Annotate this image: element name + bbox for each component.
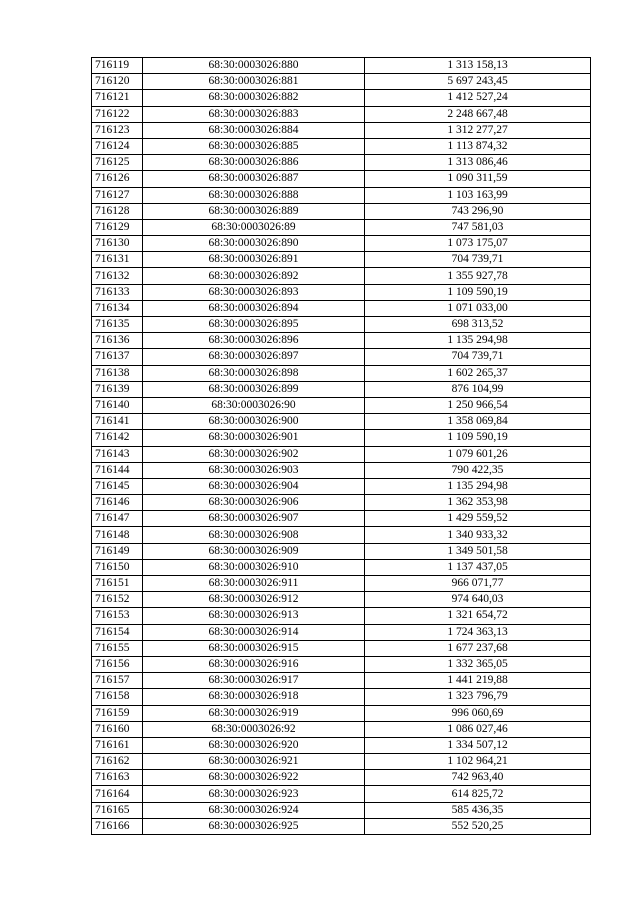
cadastral-number-cell: 68:30:0003026:883 (143, 106, 365, 122)
cadastral-value-cell: 1 090 311,59 (365, 171, 591, 187)
row-id-cell: 716127 (92, 187, 143, 203)
row-id-cell: 716137 (92, 349, 143, 365)
cadastral-value-cell: 1 312 277,27 (365, 122, 591, 138)
row-id-cell: 716166 (92, 818, 143, 834)
cadastral-value-cell: 1 313 158,13 (365, 58, 591, 74)
row-id-cell: 716128 (92, 203, 143, 219)
row-id-cell: 716144 (92, 462, 143, 478)
cadastral-value-cell: 1 349 501,58 (365, 543, 591, 559)
cadastral-value-cell: 1 441 219,88 (365, 673, 591, 689)
cadastral-number-cell: 68:30:0003026:894 (143, 300, 365, 316)
cadastral-number-cell: 68:30:0003026:917 (143, 673, 365, 689)
cadastral-number-cell: 68:30:0003026:893 (143, 284, 365, 300)
cadastral-number-cell: 68:30:0003026:914 (143, 624, 365, 640)
table-row (92, 640, 591, 656)
row-id-cell: 716119 (92, 58, 143, 74)
table-row (92, 122, 591, 138)
cadastral-number-cell: 68:30:0003026:90 (143, 397, 365, 413)
table-row (92, 397, 591, 413)
table-row (92, 462, 591, 478)
row-id-cell: 716140 (92, 397, 143, 413)
cadastral-number-cell: 68:30:0003026:885 (143, 138, 365, 154)
table-row (92, 90, 591, 106)
cadastral-value-cell: 1 313 086,46 (365, 155, 591, 171)
cadastral-number-cell: 68:30:0003026:888 (143, 187, 365, 203)
row-id-cell: 716138 (92, 365, 143, 381)
table-row (92, 543, 591, 559)
row-id-cell: 716148 (92, 527, 143, 543)
cadastral-number-cell: 68:30:0003026:911 (143, 576, 365, 592)
row-id-cell: 716152 (92, 592, 143, 608)
table-row (92, 511, 591, 527)
cadastral-value-cell: 742 963,40 (365, 770, 591, 786)
cadastral-number-cell: 68:30:0003026:897 (143, 349, 365, 365)
cadastral-number-cell: 68:30:0003026:915 (143, 640, 365, 656)
table-row (92, 478, 591, 494)
table-row (92, 705, 591, 721)
table-row (92, 381, 591, 397)
table-row (92, 414, 591, 430)
cadastral-value-cell: 1 355 927,78 (365, 268, 591, 284)
table-row (92, 802, 591, 818)
row-id-cell: 716149 (92, 543, 143, 559)
table-row (92, 786, 591, 802)
row-id-cell: 716141 (92, 414, 143, 430)
table-row (92, 365, 591, 381)
cadastral-number-cell: 68:30:0003026:896 (143, 333, 365, 349)
row-id-cell: 716121 (92, 90, 143, 106)
cadastral-number-cell: 68:30:0003026:882 (143, 90, 365, 106)
cadastral-number-cell: 68:30:0003026:902 (143, 446, 365, 462)
table-row (92, 203, 591, 219)
cadastral-number-cell: 68:30:0003026:891 (143, 252, 365, 268)
table-row (92, 737, 591, 753)
table-row (92, 106, 591, 122)
table-row (92, 219, 591, 235)
row-id-cell: 716132 (92, 268, 143, 284)
cadastral-number-cell: 68:30:0003026:923 (143, 786, 365, 802)
row-id-cell: 716131 (92, 252, 143, 268)
cadastral-value-cell: 1 135 294,98 (365, 478, 591, 494)
cadastral-value-cell: 1 334 507,12 (365, 737, 591, 753)
cadastral-value-cell: 1 109 590,19 (365, 284, 591, 300)
row-id-cell: 716156 (92, 656, 143, 672)
table-row (92, 138, 591, 154)
cadastral-number-cell: 68:30:0003026:889 (143, 203, 365, 219)
cadastral-number-cell: 68:30:0003026:900 (143, 414, 365, 430)
row-id-cell: 716158 (92, 689, 143, 705)
row-id-cell: 716157 (92, 673, 143, 689)
cadastral-value-cell: 747 581,03 (365, 219, 591, 235)
cadastral-number-cell: 68:30:0003026:886 (143, 155, 365, 171)
cadastral-number-cell: 68:30:0003026:921 (143, 754, 365, 770)
table-row (92, 818, 591, 834)
table-row (92, 58, 591, 74)
cadastral-number-cell: 68:30:0003026:916 (143, 656, 365, 672)
cadastral-value-cell: 1 412 527,24 (365, 90, 591, 106)
table-row (92, 171, 591, 187)
table-row (92, 527, 591, 543)
cadastral-value-cell: 1 109 590,19 (365, 430, 591, 446)
cadastral-value-cell: 996 060,69 (365, 705, 591, 721)
cadastral-number-cell: 68:30:0003026:918 (143, 689, 365, 705)
row-id-cell: 716126 (92, 171, 143, 187)
table-row (92, 559, 591, 575)
cadastral-number-cell: 68:30:0003026:880 (143, 58, 365, 74)
cadastral-number-cell: 68:30:0003026:904 (143, 478, 365, 494)
row-id-cell: 716162 (92, 754, 143, 770)
cadastral-value-cell: 552 520,25 (365, 818, 591, 834)
row-id-cell: 716151 (92, 576, 143, 592)
cadastral-value-cell: 1 323 796,79 (365, 689, 591, 705)
row-id-cell: 716120 (92, 74, 143, 90)
cadastral-number-cell: 68:30:0003026:912 (143, 592, 365, 608)
row-id-cell: 716159 (92, 705, 143, 721)
cadastral-value-cell: 974 640,03 (365, 592, 591, 608)
cadastral-value-cell: 1 086 027,46 (365, 721, 591, 737)
table-row (92, 689, 591, 705)
cadastral-number-cell: 68:30:0003026:903 (143, 462, 365, 478)
table-row (92, 770, 591, 786)
cadastral-value-cell: 1 137 437,05 (365, 559, 591, 575)
table-row (92, 333, 591, 349)
cadastral-value-table (91, 57, 591, 835)
row-id-cell: 716129 (92, 219, 143, 235)
cadastral-value-cell: 5 697 243,45 (365, 74, 591, 90)
cadastral-number-cell: 68:30:0003026:89 (143, 219, 365, 235)
cadastral-number-cell: 68:30:0003026:922 (143, 770, 365, 786)
cadastral-number-cell: 68:30:0003026:899 (143, 381, 365, 397)
cadastral-number-cell: 68:30:0003026:881 (143, 74, 365, 90)
table-row (92, 592, 591, 608)
cadastral-number-cell: 68:30:0003026:908 (143, 527, 365, 543)
cadastral-number-cell: 68:30:0003026:913 (143, 608, 365, 624)
table-row (92, 721, 591, 737)
cadastral-value-cell: 743 296,90 (365, 203, 591, 219)
cadastral-number-cell: 68:30:0003026:919 (143, 705, 365, 721)
cadastral-number-cell: 68:30:0003026:920 (143, 737, 365, 753)
row-id-cell: 716142 (92, 430, 143, 446)
cadastral-value-cell: 1 079 601,26 (365, 446, 591, 462)
cadastral-value-cell: 1 073 175,07 (365, 236, 591, 252)
cadastral-number-cell: 68:30:0003026:924 (143, 802, 365, 818)
row-id-cell: 716136 (92, 333, 143, 349)
table-body (92, 58, 591, 835)
cadastral-value-cell: 1 071 033,00 (365, 300, 591, 316)
table-row (92, 155, 591, 171)
row-id-cell: 716154 (92, 624, 143, 640)
cadastral-value-cell: 876 104,99 (365, 381, 591, 397)
row-id-cell: 716164 (92, 786, 143, 802)
table-row (92, 430, 591, 446)
cadastral-value-cell: 1 103 163,99 (365, 187, 591, 203)
cadastral-value-cell: 704 739,71 (365, 252, 591, 268)
row-id-cell: 716143 (92, 446, 143, 462)
cadastral-number-cell: 68:30:0003026:910 (143, 559, 365, 575)
cadastral-value-cell: 704 739,71 (365, 349, 591, 365)
cadastral-number-cell: 68:30:0003026:887 (143, 171, 365, 187)
cadastral-number-cell: 68:30:0003026:909 (143, 543, 365, 559)
cadastral-value-cell: 698 313,52 (365, 317, 591, 333)
table-row (92, 576, 591, 592)
row-id-cell: 716135 (92, 317, 143, 333)
table-row (92, 300, 591, 316)
row-id-cell: 716160 (92, 721, 143, 737)
row-id-cell: 716133 (92, 284, 143, 300)
cadastral-number-cell: 68:30:0003026:906 (143, 495, 365, 511)
cadastral-number-cell: 68:30:0003026:892 (143, 268, 365, 284)
row-id-cell: 716153 (92, 608, 143, 624)
row-id-cell: 716163 (92, 770, 143, 786)
table-row (92, 252, 591, 268)
cadastral-value-cell: 2 248 667,48 (365, 106, 591, 122)
table-row (92, 74, 591, 90)
table-row (92, 349, 591, 365)
row-id-cell: 716122 (92, 106, 143, 122)
table-row (92, 608, 591, 624)
cadastral-number-cell: 68:30:0003026:901 (143, 430, 365, 446)
cadastral-value-cell: 1 362 353,98 (365, 495, 591, 511)
cadastral-value-cell: 614 825,72 (365, 786, 591, 802)
row-id-cell: 716123 (92, 122, 143, 138)
row-id-cell: 716146 (92, 495, 143, 511)
row-id-cell: 716125 (92, 155, 143, 171)
cadastral-value-cell: 1 135 294,98 (365, 333, 591, 349)
cadastral-number-cell: 68:30:0003026:925 (143, 818, 365, 834)
row-id-cell: 716130 (92, 236, 143, 252)
table-row (92, 284, 591, 300)
table-row (92, 754, 591, 770)
cadastral-value-cell: 1 724 363,13 (365, 624, 591, 640)
row-id-cell: 716161 (92, 737, 143, 753)
table-row (92, 268, 591, 284)
cadastral-value-cell: 1 321 654,72 (365, 608, 591, 624)
table-row (92, 446, 591, 462)
row-id-cell: 716147 (92, 511, 143, 527)
cadastral-value-cell: 1 677 237,68 (365, 640, 591, 656)
row-id-cell: 716145 (92, 478, 143, 494)
table-row (92, 495, 591, 511)
cadastral-value-cell: 966 071,77 (365, 576, 591, 592)
cadastral-value-cell: 1 250 966,54 (365, 397, 591, 413)
table-row (92, 673, 591, 689)
table-row (92, 317, 591, 333)
row-id-cell: 716124 (92, 138, 143, 154)
cadastral-value-cell: 1 429 559,52 (365, 511, 591, 527)
cadastral-value-cell: 585 436,35 (365, 802, 591, 818)
cadastral-number-cell: 68:30:0003026:890 (143, 236, 365, 252)
cadastral-value-cell: 1 602 265,37 (365, 365, 591, 381)
row-id-cell: 716134 (92, 300, 143, 316)
row-id-cell: 716155 (92, 640, 143, 656)
row-id-cell: 716165 (92, 802, 143, 818)
row-id-cell: 716139 (92, 381, 143, 397)
cadastral-value-cell: 1 358 069,84 (365, 414, 591, 430)
row-id-cell: 716150 (92, 559, 143, 575)
table-row (92, 624, 591, 640)
cadastral-number-cell: 68:30:0003026:895 (143, 317, 365, 333)
cadastral-value-cell: 790 422,35 (365, 462, 591, 478)
cadastral-number-cell: 68:30:0003026:92 (143, 721, 365, 737)
table-row (92, 236, 591, 252)
cadastral-number-cell: 68:30:0003026:884 (143, 122, 365, 138)
cadastral-value-cell: 1 340 933,32 (365, 527, 591, 543)
cadastral-value-cell: 1 102 964,21 (365, 754, 591, 770)
table-row (92, 656, 591, 672)
cadastral-number-cell: 68:30:0003026:898 (143, 365, 365, 381)
cadastral-value-cell: 1 332 365,05 (365, 656, 591, 672)
table-row (92, 187, 591, 203)
cadastral-number-cell: 68:30:0003026:907 (143, 511, 365, 527)
cadastral-value-cell: 1 113 874,32 (365, 138, 591, 154)
